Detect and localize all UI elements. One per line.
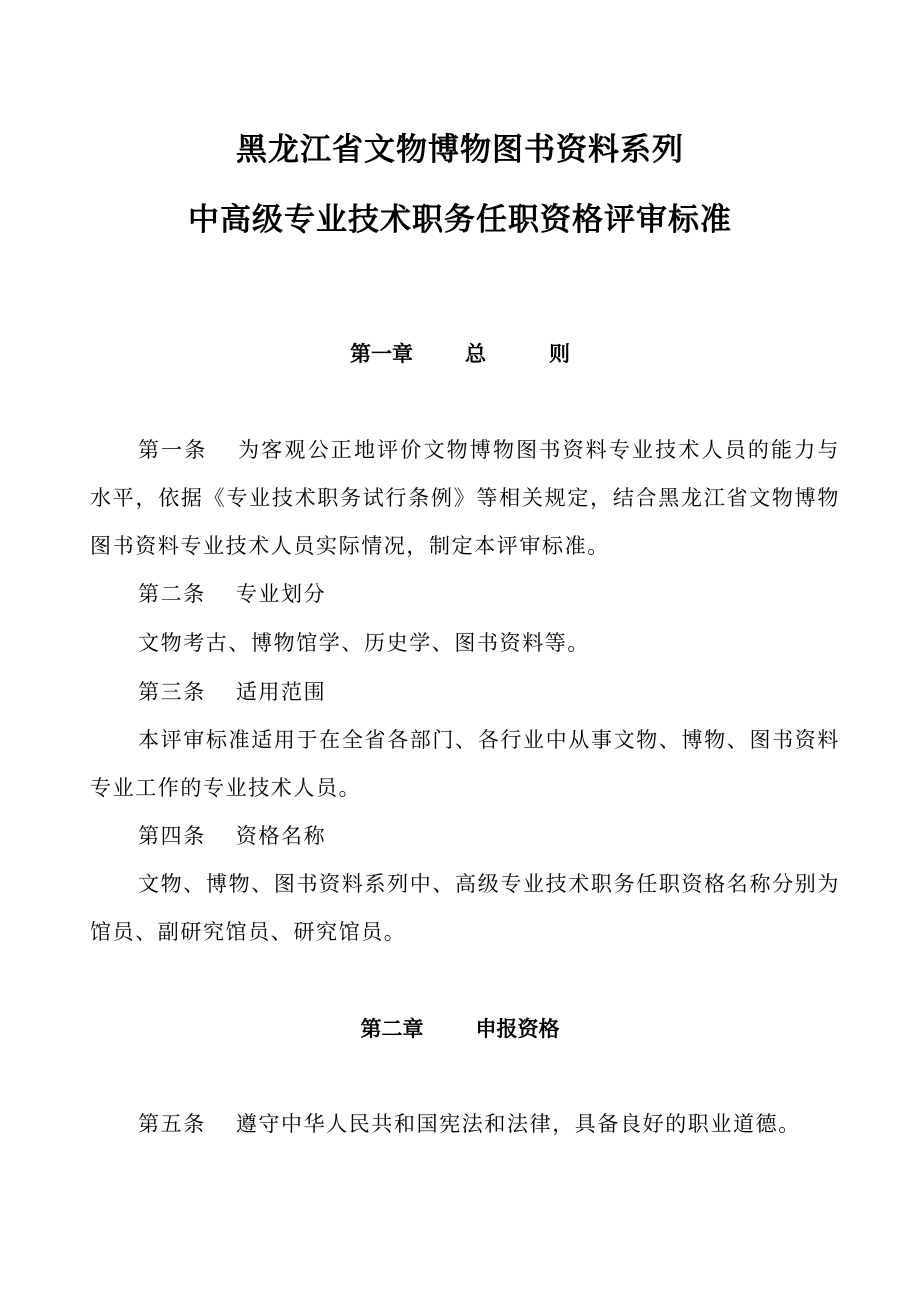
chapter-1-number: 第一章 — [350, 342, 413, 366]
article-3-title: 适用范围 — [235, 680, 327, 704]
article-2-heading — [90, 570, 840, 618]
article-4-label: 第四条 — [138, 824, 206, 848]
article-4-heading — [90, 812, 840, 860]
document-title-line-1: 黑龙江省文物博物图书资料系列 — [236, 132, 684, 168]
article-5-text: 遵守中华人民共和国宪法和法律，具备良好的职业道德。 — [235, 1112, 801, 1136]
article-3-heading — [90, 668, 840, 716]
document-title-line-2: 中高级专业技术职务任职资格评审标准 — [188, 202, 732, 238]
chapter-1-name: 总 则 — [465, 342, 570, 366]
chapter-2-number: 第二章 — [360, 1017, 424, 1041]
article-3-text: 本评审标准适用于在全省各部门、各行业中从事文物、博物、图书资料专业工作的专业技术人员。 — [90, 728, 840, 800]
article-5 — [90, 1100, 840, 1148]
article-2-title: 专业划分 — [235, 582, 327, 606]
article-1-label: 第一条 — [138, 438, 208, 462]
chapter-2-name: 申报资格 — [475, 1017, 560, 1041]
chapter-1-heading — [0, 339, 920, 369]
article-1-text: 为客观公正地评价文物博物图书资料专业技术人员的能力与水平，依据《专业技术职务试行条例》等相关规定，结合黑龙江省文物博物图书资料专业技术人员实际情况，制定本评审标准。 — [90, 438, 840, 558]
chapter-2-heading — [0, 1014, 920, 1044]
article-5-label: 第五条 — [138, 1112, 206, 1136]
article-4-title: 资格名称 — [235, 824, 327, 848]
article-4-text: 文物、博物、图书资料系列中、高级专业技术职务任职资格名称分别为馆员、副研究馆员、研究馆员。 — [90, 872, 840, 944]
article-2-label: 第二条 — [138, 582, 206, 606]
article-3-label: 第三条 — [138, 680, 206, 704]
article-1 — [90, 426, 840, 570]
article-2-text: 文物考古、博物馆学、历史学、图书资料等。 — [138, 631, 590, 655]
